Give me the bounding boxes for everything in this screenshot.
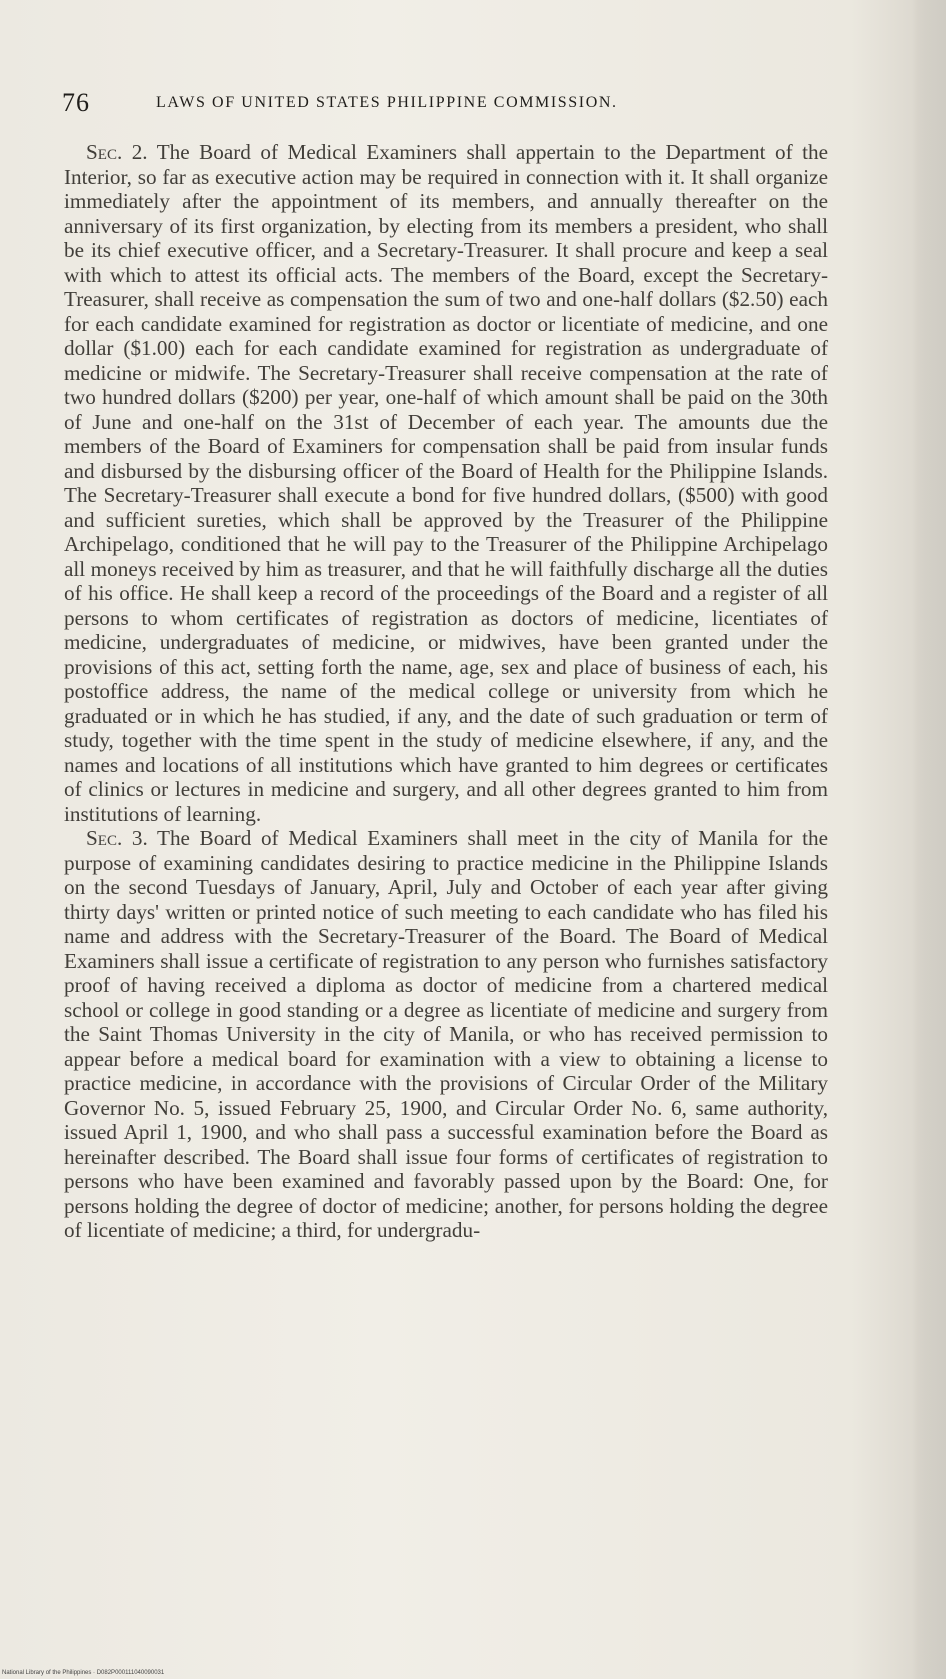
section-text: The Board of Medical Examiners shall meet in the city of Manila for the purpose of examining candidates desiring to practice medicine in the Philippine Islands on the second Tuesdays of January, April, July and October of each year after giving thirty days' written or printed notice of such meeting to each candidate who has filed his name and address with the Secretary-Treasurer of the Board. The Board of Medical Examiners shall issue a certificate of registration to any person who furnishes satisfactory proof of having received a diploma as doctor of medicine from a chartered medical school or college in good standing or a degree as licentiate of medicine and surgery from the Saint Thomas University in the city of Manila, or who has received permission to appear before a medical board for examination with a view to obtaining a license to practice medicine, in accordance with the provisions of Circular Order of the Military Governor No. 5, issued February 25, 1900, and Circular Order No. 6, same authority, issued April 1, 1900, and who shall pass a successful examination before the Board as hereinafter described. The Board shall issue four forms of certificates of registration to persons who have been examined and favorably passed upon by the Board: One, for persons holding the degree of doctor of medicine; another, for persons holding the degree of licentiate of medicine; a third, for undergradu- bbox=[64, 826, 828, 1242]
body-text bbox=[64, 140, 828, 1243]
binding-shadow bbox=[912, 0, 946, 1679]
section-label: Sec. 2. bbox=[86, 140, 148, 164]
scan-footer: National Library of the Philippines · D082P000111040090031 bbox=[2, 1670, 165, 1676]
section-label: Sec. 3. bbox=[86, 826, 148, 850]
running-head: LAWS OF UNITED STATES PHILIPPINE COMMISSION. bbox=[156, 94, 618, 111]
section-paragraph bbox=[64, 826, 828, 1243]
section-text: The Board of Medical Examiners shall appertain to the Department of the Interior, so far as executive action may be required in connection with it. It shall organize immediately after the appointment of its members, and annually thereafter on the anniversary of its first organization, by electing from its members a president, who shall be its chief executive officer, and a Secretary-Treasurer. It shall procure and keep a seal with which to attest its official acts. The members of the Board, except the Secretary-Treasurer, shall receive as compensation the sum of two and one-half dollars ($2.50) each for each candidate examined for registration as doctor or licentiate of medicine, and one dollar ($1.00) each for each candidate examined for registration as undergraduate of medicine or midwife. The Secretary-Treasurer shall receive compensation at the rate of two hundred dollars ($200) per year, one-half of which amount shall be paid on the 30th of June and one-half on the 31st of December of each year. The amounts due the members of the Board of Examiners for compensation shall be paid from insular funds and disbursed by the disbursing officer of the Board of Health for the Philippine Islands. The Secretary-Treasurer shall execute a bond for five hundred dollars, ($500) with good and sufficient sureties, which shall be approved by the Treasurer of the Philippine Archipelago, conditioned that he will pay to the Treasurer of the Philippine Archipelago all moneys received by him as treasurer, and that he will faithfully discharge all the duties of his office. He shall keep a record of the proceedings of the Board and a register of all persons to whom certificates of registration as doctors of medicine, licentiates of medicine, undergraduates of medicine, or midwives, have been granted under the provisions of this act, setting forth the name, age, sex and place of business of each, his postoffice address, the name of the medical college or university from which he graduated or in which he has studied, if any, and the date of such graduation or term of study, together with the time spent in the study of medicine elsewhere, if any, and the names and locations of all institutions which have granted to him degrees or certificates of clinics or lectures in medicine and surgery, and all other degrees granted to him from institutions of learning. bbox=[64, 140, 828, 826]
page-number: 76 bbox=[62, 88, 90, 117]
page-header bbox=[62, 88, 822, 118]
section-paragraph bbox=[64, 140, 828, 826]
